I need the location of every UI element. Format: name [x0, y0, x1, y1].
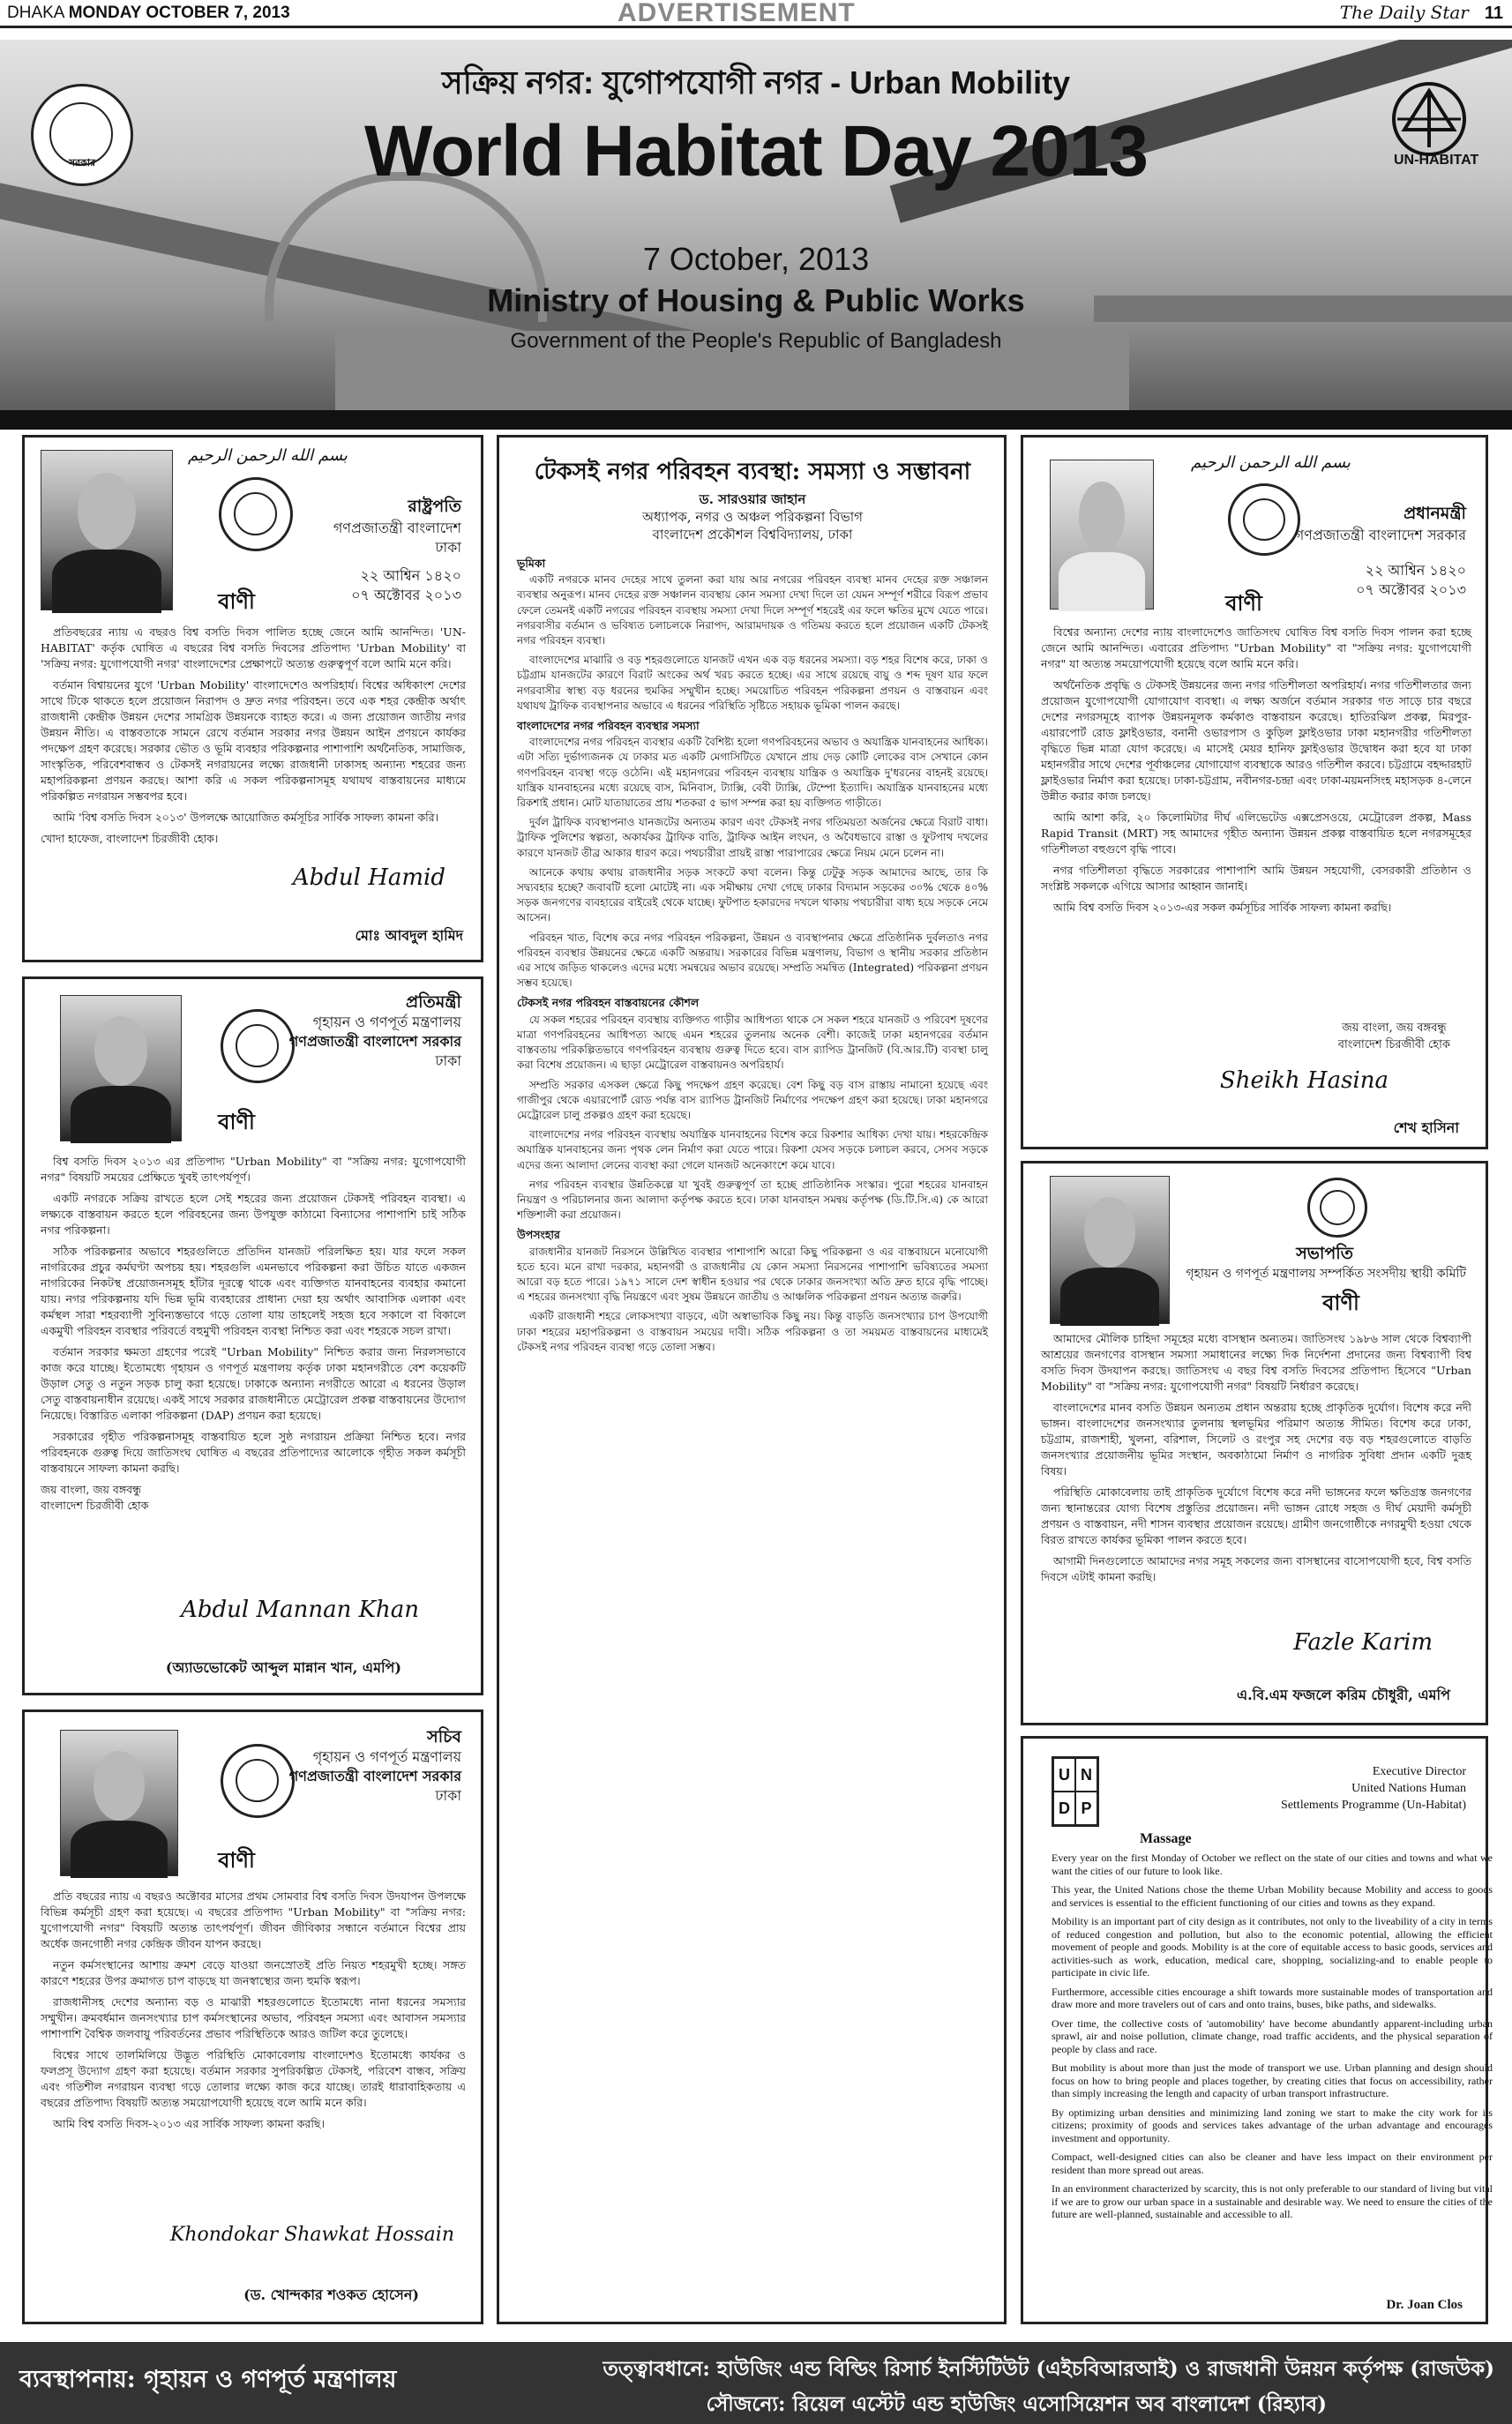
committee-chairman-signature: Fazle Karim	[1293, 1629, 1433, 1656]
page-header	[0, 0, 1512, 28]
paragraph: In an environment characterized by scarcity, this is not only preferable to our standard of living but vital if we are to grow our urban space in a sustainable and desirable way. We need to ensure the cities of the future are well-planned, sustainable and accessible to all.	[1052, 2182, 1493, 2220]
paragraph: Every year on the first Monday of October we reflect on the state of our cities and towns and what we want the cities of our future to look like.	[1052, 1852, 1493, 1877]
office-line2: গণপ্রজাতন্ত্রী বাংলাদেশ সরকার	[288, 1033, 461, 1050]
paragraph: Mobility is an important part of city design as it contributes, not only to the liveability of a city in terms of reduced congestion and pollution, but also to the economic potential, allowing the efficient movement of people and goods. Mobility is at the core of equitable access to basic goods, services and activities-such as work, education, medical care, shopping, socializing-and to enable people to participate in civic life.	[1052, 1915, 1493, 1979]
paragraph: প্রতি বছরের ন্যায় এ বছরও অক্টোবর মাসের প্রথম সোমবার বিশ্ব বসতি দিবস উদযাপন উপলক্ষে বিভিন্ন কর্মসূচী গ্রহণ করা হয়েছে। এ বছরের প্রতিপাদ্য "Urban Mobility" বা "সক্রিয় নগর: যুগোপযোগী নগর" বিষয়টি অত্যন্ত তাৎপর্যপূর্ণ। জীবন জীবিকার সন্ধানে বর্তমানে বিশ্বের প্রায় অর্ধেক জনগোষ্ঠী নগর কেন্দ্রিক জীবন যাপন করছে।	[41, 1889, 466, 1950]
prime-minister-dates	[1356, 561, 1466, 600]
state-minister-message-box	[22, 976, 483, 1695]
president-name: মোঃ আবদুল হামিদ	[355, 927, 463, 944]
president-message-box	[22, 435, 483, 962]
paragraph: Furthermore, accessible cities encourage a shift towards more sustainable modes of transportation and draw more and more travelers out of cars and onto trains, buses, bike paths, and sidewalks.	[1052, 1985, 1493, 2010]
president-photo	[41, 450, 173, 610]
article-author: ড. সারওয়ার জাহান	[699, 491, 806, 507]
banner-subtitle: সক্রিয় নগর: যুগোপযোগী নগর - Urban Mobility	[441, 64, 1071, 101]
section-heading: বাংলাদেশের নগর পরিবহন ব্যবস্থার সমস্যা	[517, 719, 700, 733]
committee-chairman-message-body	[1041, 1331, 1471, 1590]
paragraph: By optimizing urban densities and minimizing land zoning we start to make the city work for its citizens; proximity of goods and services takes advantage of the urban advantage and encourages investment and opportunity.	[1052, 2106, 1493, 2144]
paragraph: আমি 'বিশ্ব বসতি দিবস ২০১৩' উপলক্ষে আয়োজিত কর্মসূচির সার্বিক সাফল্য কামনা করি।	[53, 811, 439, 824]
paragraph: নতুন কর্মসংস্থানের আশায় ক্রমশ বেড়ে যাওয়া জনস্রোতই প্রতি নিয়ত শহরমুখী হচ্ছে। সঙ্গত কারণে শহরের উপর ক্রমাগত চাপ বাড়ছে যা জনস্বাস্থ্যের জন্য হুমকি স্বরূপ।	[41, 1958, 466, 1987]
office-line3: ঢাকা	[435, 1787, 461, 1804]
paragraph: নগর পরিবহন ব্যবস্থার উন্নতিকল্পে যা খুবই গুরুত্বপূর্ণ তা হচ্ছে প্রাতিষ্ঠানিক সংস্কার। পুরো শহরের যানবাহন নিয়ন্ত্রণ ও পরিচালনার জন্য আলাদা কর্তৃপক্ষ করতে হবে। ঢাকা যানবাহন সমন্বয় কর্তৃপক্ষ (ডি.টি.সি.এ) কে আরো শক্তিশালী করা প্রয়োজন।	[517, 1178, 988, 1222]
title-line: United Nations Human	[1351, 1782, 1466, 1795]
article-byline	[512, 490, 993, 543]
banner-date: 7 October, 2013	[642, 241, 870, 277]
closing-line: বাংলাদেশ চিরজীবী হোক	[41, 1499, 149, 1512]
article-university: বাংলাদেশ প্রকৌশল বিশ্ববিদ্যালয়, ঢাকা	[652, 527, 853, 542]
paragraph: বর্তমান সরকার ক্ষমতা গ্রহণের পরেই "Urban Mobility" নিশ্চিত করার জন্য নিরলসভাবে কাজ করে যাচ্ছে। ইতোমধ্যে গৃহায়ন ও গণপূর্ত মন্ত্রণালয় কর্তৃক ঢাকা মহানগরীতে বেশ কয়েকটি উড়াল সেতু ও নতুন সড়ক চালু করা হয়েছে। ঢাকাকে অন্যান্য নগরীতে আরো এ ধরনের উড়াল সেতু বাস্তবায়নাধীন রয়েছে। একই সাথে সরকার রাজধানীতে মেট্রোরেল প্রকল্প বাস্তবায়নের উদ্যোগ নিয়েছে। বিস্তারিত এলাকা পরিকল্পনা (DAP) প্রণয়ন করা হয়েছে।	[41, 1345, 467, 1422]
office-line1: গৃহায়ন ও গণপূর্ত মন্ত্রণালয়	[312, 1748, 461, 1765]
undp-letter: D	[1053, 1792, 1075, 1825]
article-box	[497, 435, 1007, 2324]
bangladesh-seal-icon	[1228, 483, 1300, 556]
bangladesh-seal-icon	[219, 477, 293, 551]
divider-band	[0, 410, 1512, 430]
office-line2: গণপ্রজাতন্ত্রী বাংলাদেশ সরকার	[288, 1768, 461, 1784]
footer-management: ব্যবস্থাপনায়: গৃহায়ন ও গণপূর্ত মন্ত্রণালয়	[19, 2366, 397, 2393]
date-gregorian: ০৭ অক্টোবর ২০১৩	[351, 587, 461, 603]
prime-minister-message-body	[1041, 625, 1471, 921]
bismillah-text: بسم الله الرحمن الرحيم	[1191, 453, 1351, 472]
section-label: ADVERTISEMENT	[618, 0, 856, 27]
bismillah-text: بسم الله الرحمن الرحيم	[188, 446, 348, 465]
paragraph: একটি রাজধানী শহরে লোকসংখ্যা বাড়বে, এটা অস্বাভাবিক কিছু নয়। কিন্তু বাড়তি জনসংখ্যার চাপ উপযোগী ঢাকা শহরের মহাপরিকল্পনা ও বাস্তবায়ন সময়ের দাবী। সঠিক পরিকল্পনা ও তা সময়মত বাস্তবায়নের মাধ্যমেই টেকসই নগর পরিবহন ব্যবস্থা গড়ে তোলা সম্ভব।	[517, 1310, 988, 1353]
office-line3: ঢাকা	[435, 1052, 461, 1069]
paragraph: অর্থনৈতিক প্রবৃদ্ধি ও টেকসই উন্নয়নের জন্য নগর গতিশীলতা অপরিহার্য। নগর গতিশীলতার জন্য প্রয়োজন যুগোপযোগী যোগাযোগ ব্যবস্থা। এ লক্ষ্য অর্জনে বর্তমান সরকার গত সাড়ে চার বছরে দেশের নগরসমূহে ব্যাপক উন্নয়নমূলক কর্মকাণ্ড বাস্তবায়ন করেছে। হাতিরঝিল প্রকল্প, মিরপুর-এয়ারপোর্ট রোড ফ্লাইওভার, বনানী ওভারপাস ও কুড়িল ফ্লাইওভার ঢাকা মহানগরীর গতিশীলতা বৃদ্ধিতে ভিন্ন মাত্রা যোগ করেছে। এ মাসেই মেয়র হানিফ ফ্লাইওভার উদ্বোধন করা হবে যা ঢাকা মহানগরীর সাথে দেশের পূর্বাঞ্চলের যোগাযোগ ব্যবস্থাকে আরও গতিশীল করবে। চট্টগ্রামে বহদ্দারহাট ফ্লাইওভার নির্মাণ করা হয়েছে। ঢাকা-চট্টগ্রাম, নবীনগর-চন্দ্রা এবং ঢাকা-ময়মনসিংহ মহাসড়ক ৪-লেনে উন্নীত করার কাজ চলছে।	[1041, 678, 1471, 803]
prime-minister-name: শেখ হাসিনা	[1393, 1119, 1459, 1136]
president-signature: Abdul Hamid	[292, 864, 445, 891]
banner-ministry: Ministry of Housing & Public Works	[487, 282, 1025, 318]
paragraph: বাংলাদেশের মানব বসতি উন্নয়ন অন্যতম প্রধান অন্তরায় হচ্ছে প্রাকৃতিক দুর্যোগ। বিশেষ করে নদী ভাঙ্গন। বাংলাদেশের জনসংখ্যার তুলনায় স্থলভূমির পরিমাণ অত্যন্ত সীমিত। বিশেষ করে ঢাকা, চট্টগ্রাম, রাজশাহী, খুলনা, বরিশাল, সিলেট ও রংপুর সহ দেশের বড় বড় শহরগুলোতে বাড়তি জনসংখ্যার প্রয়োজনীয় ভূমির সংস্থান, অবকাঠামো নির্মাণ ও নাগরিক সুবিধা প্রদান একটি দুরূহ বিষয়।	[1041, 1401, 1471, 1478]
un-habitat-label: UN-HABITAT	[1394, 153, 1479, 168]
paragraph: আমি বিশ্ব বসতি দিবস ২০১৩-এর সকল কর্মসূচির সার্বিক সাফল্য কামনা করছি।	[1053, 901, 1392, 914]
closing-line: জয় বাংলা, জয় বঙ্গবন্ধু	[1342, 1021, 1447, 1035]
bani-heading: বাণী	[1225, 590, 1262, 616]
section-heading: টেকসই নগর পরিবহন বাস্তবায়নের কৌশল	[517, 996, 700, 1010]
dateline	[7, 4, 290, 23]
committee-chairman-name: এ.বি.এম ফজলে করিম চৌধুরী, এমপি	[1236, 1687, 1450, 1703]
paragraph: বিশ্ব বসতি দিবস ২০১৩ এর প্রতিপাদ্য "Urban Mobility" বা "সক্রিয় নগর: যুগোপযোগী নগর" বিষয়টি সময়ের প্রেক্ষিতে খুবই তাৎপর্যপূর্ণ।	[41, 1155, 466, 1184]
paragraph: But mobility is about more than just the mode of transport we use. Urban planning and design should focus on how to bring people and places together, by creating cities that focus on accessibility, rather than simply increasing the length and capacity of urban transport infrastructure.	[1052, 2061, 1493, 2099]
paragraph: সঠিক পরিকল্পনার অভাবে শহরগুলিতে প্রতিদিন যানজট পরিলক্ষিত হয়। যার ফলে সকল নাগরিকের প্রচুর কর্মঘণ্টা অপচয় হয়। শহরগুলি এমনভাবে পরিকল্পনা করা উচিত যাতে একজন নাগরিকের নিকটস্থ প্রয়োজনসমূহ হাঁটার দূরত্বে থাকে এবং ব্যক্তিগত যানবাহনের ব্যবহার কমানো যায়। নগর পরিকল্পনায় যদি ভিন্ন ভূমি ব্যবহারের প্রাধান্য দেয়া হয় অর্থাৎ আবাসিক এলাকা এবং কর্মস্থল সারা শহরব্যাপী সুবিন্যস্তভাবে গড়ে তোলা যায় তাহলেই সহজ হবে সকালে বা বিকালে একমুখী পরিবহন ব্যবস্থার পরিবর্তে বহুমুখী পরিবহন ব্যবস্থা নিশ্চিত করা এবং শহরকে সচল রাখা।	[41, 1245, 466, 1337]
banner-title: World Habitat Day 2013	[364, 111, 1148, 191]
paragraph: বাংলাদেশের নগর পরিবহন ব্যবস্থার একটি বৈশিষ্ট্য হলো গণপরিবহনের অভাব ও অযান্ত্রিক যানবাহনের আধিক্য। এটা সত্যি দুর্ভাগ্যজনক যে ঢাকার মত একটি মেগাসিটিতে যেখানে প্রায় দেড় কোটি লোকের বাস সেখানে কোন গণপরিবহন ব্যবস্থা গড়ে ওঠেনি। এই মহানগরের পরিবহন ব্যবস্থায় যান্ত্রিক ও অযান্ত্রিক দু'ধরনের বাহনই রয়েছে। যান্ত্রিক যানবাহনের মধ্যে রয়েছে বাস, মিনিবাস, ট্যাক্সি, বেবী ট্যাক্সি, টেম্পো ইত্যাদি। অযান্ত্রিক যানবাহনের মধ্যে রিকশাই প্রধান। মোট যাতায়াতের প্রায় শতকরা ৫ ভাগ সম্পন্ন করা হয় ব্যক্তিগত গাড়ীতে।	[517, 736, 988, 810]
undp-letter: P	[1075, 1792, 1097, 1825]
paragraph: আমাদের মৌলিক চাহিদা সমূহের মধ্যে বাসস্থান অন্যতম। জাতিসংঘ ১৯৮৬ সাল থেকে বিশ্বব্যাপী আশ্রয়ের জনগণের বাসস্থান সমস্যা সমাধানের লক্ষ্যে দিক নির্দেশনা প্রদানের জন্য বিশ্বব্যাপী বিশ্ব বসতি দিবস উদযাপন করছে। জাতিসংঘ এ বছর বিশ্ব বসতি দিবসের প্রতিপাদ্য হিসেবে "Urban Mobility" বা "সক্রিয় নগর: যুগোপযোগী নগর" বিষয়টি নির্ধারণ করেছে।	[1041, 1332, 1471, 1393]
section-heading: উপসংহার	[517, 1228, 560, 1242]
paragraph: প্রতিবছরের ন্যায় এ বছরও বিশ্ব বসতি দিবস পালিত হচ্ছে জেনে আমি আনন্দিত। 'UN-HABITAT' কর্তৃক ঘোষিত এ বছরের বিশ্ব বসতি দিবসের প্রতিপাদ্য 'Urban Mobility' বা 'সক্রিয় নগর: যুগোপযোগী নগর' বাংলাদেশের প্রেক্ষাপটে অত্যন্ত গুরুত্বপূর্ণ বলে আমি মনে করি।	[41, 625, 466, 670]
bani-heading: বাণী	[1322, 1290, 1359, 1315]
paragraph: রাজধানীর যানজট নিরসনে উল্লিখিত ব্যবস্থার পাশাপাশি আরো কিছু পরিকল্পনা ও এর বাস্তবায়নে মনোযোগী হতে হবে। মনে রাখা দরকার, মহানগরী ও রাজধানীর যে কোন সমস্যা নিরসনের পাশাপাশি ভবিষ্যতের সমস্যা আরো বড় হতে পারে। ১৯৭১ সালে দেশ স্বাধীন হওয়ার পর থেকে ঢাকার জনসংখ্যা অতি দ্রুত হারে বৃদ্ধি পাচ্ছে। এ শহরের জনসংখ্যা বৃদ্ধি নিয়ন্ত্রণে এবং সুষম উন্নয়নে জাতীয় ও আঞ্চলিক পরিকল্পনা প্রণয়ন অত্যন্ত জরুরি।	[517, 1245, 988, 1304]
article-title: টেকসই নগর পরিবহন ব্যবস্থা: সমস্যা ও সম্ভাবনা	[534, 459, 971, 485]
title-line: Executive Director	[1372, 1765, 1466, 1778]
paragraph: পরিবহন খাত, বিশেষ করে নগর পরিবহন পরিকল্পনা, উন্নয়ন ও ব্যবস্থাপনার ক্ষেত্রে প্রতিষ্ঠানিক দুর্বলতাও নগর পরিবহন ব্যবস্থার উন্নয়নের ক্ষেত্রে একটি অন্তরায়। সরকারের বিভিন্ন মন্ত্রণালয়, বিভাগ ও স্থানীয় সরকার প্রতিষ্ঠান এর সাথে জড়িত থাকলেও এদের মধ্যে সমন্বয়ের অভাব রয়েছে। সম্প্রতি সমন্বিত (Integrated) পরিকল্পনা প্রণয়ন সম্ভব হয়েছে।	[517, 931, 988, 990]
committee-chairman-photo	[1050, 1176, 1170, 1324]
article-body	[517, 552, 988, 1359]
un-habitat-signature: Dr. Joan Clos	[1386, 2298, 1463, 2312]
title-line: Settlements Programme (Un-Habitat)	[1281, 1799, 1466, 1812]
paragraph: This year, the United Nations chose the theme Urban Mobility because Mobility and access to goods and services is essential to the efficient functioning of our cities and towns as they expand.	[1052, 1883, 1493, 1909]
paragraph: আমি আশা করি, ২০ কিলোমিটার দীর্ঘ এলিভেটেড এক্সপ্রেসওয়ে, মেট্রোরেল প্রকল্প, Mass Rapid Transit (MRT) সহ আমাদের গৃহীত অন্যান্য উন্নয়ন প্রকল্প বাস্তবায়িত হলে নগরসমূহের গতিশীলতা বহুগুণে বৃদ্ধি পাবে।	[1041, 811, 1471, 856]
undp-logo-icon	[1052, 1756, 1099, 1827]
page-number: 11	[1484, 4, 1503, 23]
secretary-signature: Khondokar Shawkat Hossain	[169, 2224, 454, 2246]
bani-heading: বাণী	[218, 1847, 255, 1873]
paragraph: বাংলাদেশের মাঝারি ও বড় শহরগুলোতে যানজট এখন এক বড় ধরনের সমস্যা। বড় শহর বিশেষ করে, ঢাকা ও চট্টগ্রাম যানজটের কারণে বিরাট অংকের অর্থ খরচ করতে হচ্ছে। এর সাথে রয়েছে বায়ু ও শব্দ দূষণ যার ফলে নগরবাসীর স্বাস্থ্য বড় ধরনের হুমকির সম্মুখীন হচ্ছে। সময়োচিত পরিবহন পরিকল্পনা প্রণয়ন ও বাস্তবায়ন এবং যথাযথ ট্রাফিক ব্যবস্থাপনার অভাবে এ ধরনের পরিস্থিতি সৃষ্টিতে সহায়ক ভূমিকা পালন করছে।	[517, 654, 988, 712]
president-message-body	[41, 625, 466, 852]
undp-letter: N	[1075, 1758, 1097, 1792]
date-bangla: ২২ আশ্বিন ১৪২০	[360, 567, 461, 584]
paragraph: দুর্বল ট্রাফিক ব্যবস্থাপনাও যানজটের অন্যতম কারণ এবং টেকসই নগর গতিময়তা অর্জনের ক্ষেত্রে বিরাট বাধা। ট্রাফিক পুলিশের স্বল্পতা, অকার্যকর ট্রাফিক বাতি, ট্রাফিক আইন লংঘন, ও অবৈধভাবে রাস্তা ও ফুটপাথ দখলের কারণে যানজট তীব্র আকার ধারণ করে। পথচারীরা প্রায়ই রাস্তা পারাপারের ক্ষেত্রে নিয়ম মেনে চলেন না।	[517, 816, 988, 859]
banner	[0, 40, 1512, 410]
office-line1: গৃহায়ন ও গণপূর্ত মন্ত্রণালয়	[312, 1014, 461, 1030]
closing-line: জয় বাংলা, জয় বঙ্গবন্ধু	[41, 1483, 141, 1496]
bani-heading: বাণী	[218, 1109, 255, 1134]
paragraph: বিশ্বের সাথে তালমিলিয়ে উদ্ভূত পরিস্থিতি মোকাবেলায় বাংলাদেশও ইতোমধ্যে কার্যকর ও ফলপ্রসূ উদ্যোগ গ্রহণ করা হয়েছে। বর্তমান সরকার সুপরিকল্পিত টেকসই, পরিবেশ বান্ধব, সক্রিয় এবং গতিশীল নগরায়ন ব্যবস্থা গড়ে তোলার লক্ষ্যে কাজ করে যাচ্ছে। তারই ধারাবাহিকতায় এ বছরের প্রতিপাদ্য বিষয়টি অত্যন্ত সময়োপযোগী হয়েছে বলে আমি মনে করি।	[41, 2048, 466, 2109]
committee-chairman-message-box	[1021, 1161, 1488, 1725]
date-gregorian: ০৭ অক্টোবর ২০১৩	[1356, 581, 1466, 598]
emblem-label: সরকার	[68, 157, 96, 168]
executive-director-title	[1281, 1763, 1466, 1814]
parliament-seal-icon	[1307, 1178, 1367, 1238]
dateline-date: MONDAY OCTOBER 7, 2013	[68, 4, 290, 22]
bangladesh-seal-icon	[221, 1009, 295, 1083]
paragraph: বিশ্বের অন্যান্য দেশের ন্যায় বাংলাদেশেও জাতিসংঘ ঘোষিত বিশ্ব বসতি দিবস পালন করা হচ্ছে জেনে আমি আনন্দিত। এবারের প্রতিপাদ্য "Urban Mobility" বা "সক্রিয় নগর: যুগোপযোগী নগর" যা অত্যন্ত সময়োপযোগী হয়েছে বলে আমি মনে করি।	[1041, 625, 1471, 670]
paragraph: আনেকে কথায় কথায় রাজধানীর সড়ক সংকটে কথা বলেন। কিন্তু ঢেটুকু সড়ক আমাদের আছে, তার কি সদ্ব্যবহার হচ্ছে? জবাবটি হলো মোটেই না। এক সমীক্ষায় দেখা গেছে ঢাকার বিদ্যমান সড়কের ৩০% থেকে ৪০% সড়ক জনগণের ব্যবহারের বাইরেই থেকে যাচ্ছে। ফুটপাত হকারদের দখলে থাকায় পথচারীরা বাধ্য হয়ে সড়কে নেমে আসেন।	[517, 865, 988, 924]
un-habitat-message-body	[1052, 1852, 1493, 2227]
footer-courtesy: সৌজন্যে: রিয়েল এস্টেট এন্ড হাউজিং এসোসিয়েশন অব বাংলাদেশ (রিহ্যাব)	[706, 2392, 1327, 2416]
secretary-message-body	[41, 1889, 466, 2137]
president-office-line2: ঢাকা	[435, 539, 461, 556]
footer-band	[0, 2342, 1512, 2424]
message-heading: Massage	[1140, 1831, 1192, 1846]
paragraph: বর্তমান বিশ্বায়নের যুগে 'Urban Mobility' বাংলাদেশেও অপরিহার্য। বিশ্বের অধিকাংশ দেশের সাথে টিকে থাকতে হলে প্রয়োজন নিরাপদ ও দ্রুত নগর পরিবহন। তবে এক শহর কেন্দ্রীক অর্থাৎ রাজধানী কেন্দ্রীক উন্নয়ন দেশের সামগ্রিক উন্নয়নকে ব্যাহত করে। এ জন্য প্রয়োজন জাতীয় নগর উন্নয়ন নীতি। এ বাস্তবতাকে সামনে রেখে বর্তমান সরকার নগর উন্নয়ন আইন প্রণয়নে কার্যকর পদক্ষেপ গ্রহণ করেছে। সরকার ভৌত ও ভূমি ব্যবহার পরিকল্পনার পাশাপাশি অর্থনৈতিক, সামাজিক, সাংস্কৃতিক, পরিবেশবান্ধব ও টেকসই নগরায়নের লক্ষ্যে রাজধানী ঢাকাসহ অন্যান্য শহরের জন্য মহাপরিকল্পনা প্রণয়ন করছে। আশা করি এ সকল পরিকল্পনাসমূহ যথাযথ বাস্তবায়নের মাধ্যমে পরিকল্পিত নগরায়ন সম্ভবপর হবে।	[41, 678, 466, 803]
prime-minister-closing	[1338, 1020, 1450, 1053]
state-minister-photo	[60, 995, 182, 1141]
paper-masthead	[1340, 2, 1503, 24]
secretary-title: সচিব	[427, 1727, 461, 1747]
paragraph: নগর গতিশীলতা বৃদ্ধিতে সরকারের পাশাপাশি আমি উন্নয়ন সহযোগী, বেসরকারী প্রতিষ্ঠান ও সংশ্লিষ্ট সকলকে এগিয়ে আসার আহ্বান জানাই।	[1041, 864, 1471, 893]
banner-government: Government of the People's Republic of Bangladesh	[510, 329, 1002, 353]
date-bangla: ২২ আশ্বিন ১৪২০	[1365, 562, 1466, 579]
dateline-city: DHAKA	[7, 4, 64, 22]
president-office-line1: গণপ্রজাতন্ত্রী বাংলাদেশ	[333, 520, 461, 536]
president-title: রাষ্ট্রপতি	[408, 497, 461, 516]
article-department: অধ্যাপক, নগর ও অঞ্চল পরিকল্পনা বিভাগ	[642, 509, 863, 525]
paragraph: পরিস্থিতি মোকাবেলায় তাই প্রাকৃতিক দুর্যোগে বিশেষ করে নদী ভাঙ্গনের ফলে ক্ষতিগ্রস্ত জনগণের জন্য স্থানান্তরের যোগ্য বিশেষ প্রস্তুতির প্রয়োজন। নদী ভাঙ্গন রোধে সহজ ও দীর্ঘ মেয়াদী কর্মসূচী প্রণয়ন ও বাস্তবায়ন, নদী শাসন ব্যবস্থার প্রয়োজন রয়েছে। গ্রামীণ জনগোষ্ঠীকে নগরমুখী হওয়া থেকে বিরত রাখতে কার্যকর ভূমিকা পালন করতে হবে।	[1041, 1485, 1471, 1546]
state-minister-title: প্রতিমন্ত্রী	[405, 992, 461, 1012]
secretary-name: (ড. খোন্দকার শওকত হোসেন)	[243, 2286, 419, 2303]
footer-supervision: তত্ত্বাবধানে: হাউজিং এন্ড বিল্ডিং রিসার্চ ইনস্টিটিউট (এইচবিআরআই) ও রাজধানী উন্নয়ন কর্তৃপক্ষ (রাজউক)	[603, 2357, 1494, 2381]
state-minister-signature: Abdul Mannan Khan	[181, 1597, 419, 1623]
prime-minister-signature: Sheikh Hasina	[1219, 1067, 1388, 1094]
committee-chairman-office: গৃহায়ন ও গণপূর্ত মন্ত্রণালয় সম্পর্কিত সংসদীয় স্থায়ী কমিটি	[1186, 1267, 1466, 1281]
paragraph: রাজধানীসহ দেশের অন্যান্য বড় ও মাঝারী শহরগুলোতে ইতোমধ্যে নানা ধরনের সমস্যার সম্মুখীন। ক্রমবর্ধমান জনসংখ্যার চাপ কর্মসংস্থানের অভাব, পরিবহন সমস্যা এবং আবাসন সমস্যার পাশাপাশি বৈশ্বিক জলবায়ু পরিবর্তনের প্রভাব পরিস্থিতিকে আরও জটিল করে তুলেছে।	[41, 1995, 466, 2040]
state-minister-office	[289, 1013, 461, 1071]
bangladesh-seal-icon	[221, 1744, 295, 1818]
un-habitat-message-box	[1021, 1736, 1493, 2324]
closing-line: বাংলাদেশ চিরজীবী হোক	[1337, 1038, 1450, 1051]
paragraph: একটি নগরকে মানব দেহের সাথে তুলনা করা যায় আর নগরের পরিবহন ব্যবস্থা মানব দেহের রক্ত সঞ্চালন ব্যবস্থার অনুরূপ। মানব দেহের রক্ত সঞ্চালন ব্যবস্থায় কোন সমস্যা দেখা দিলে তা যেমন সম্পূর্ণ শরীরে বিরূপ প্রভাব ফেলে তেমনই একটি নগরের পরিবহন ব্যবস্থায় সমস্যা দেখা দিলে সম্পূর্ণ শহরেই এর ফলে ক্ষতির মুখে যেতে পারে। নগরবাসীর বর্তমান ও ভবিষ্যত চলাচলকে নিরাপদ, আরামদায়ক ও গতিময় করতে হলে প্রয়োজন একটি টেকসই নগর পরিবহন ব্যবস্থা।	[517, 573, 988, 647]
paragraph: Compact, well-designed cities can also be cleaner and have less impact on their environment per resident than more spread out areas.	[1052, 2151, 1493, 2176]
undp-letter: U	[1053, 1758, 1075, 1792]
paragraph: আমি বিশ্ব বসতি দিবস-২০১৩ এর সার্বিক সাফল্য কামনা করছি।	[53, 2117, 325, 2130]
president-dates	[351, 566, 461, 605]
paragraph: Over time, the collective costs of 'automobility' have become abundantly apparent-including urban sprawl, air and noise pollution, climate change, road traffic accidents, and the physical separation of people by class and race.	[1052, 2016, 1493, 2055]
paragraph: একটি নগরকে সক্রিয় রাখতে হলে সেই শহরের জন্য প্রয়োজন টেকসই পরিবহন ব্যবস্থা। এ লক্ষ্যকে বাস্তবায়ন করতে হলে পরিবহনের জন্য উপযুক্ত কাঠামো বিন্যাসের পাশাপাশি চাই সঠিক নগর পরিকল্পনা।	[41, 1192, 466, 1237]
secretary-message-box	[22, 1710, 483, 2324]
paragraph: যে সকল শহরের পরিবহন ব্যবস্থায় ব্যক্তিগত গাড়ীর আধিপত্য থাকে সে সকল শহরে যানজট ও পরিবেশ দূষণের মাত্রা গণপরিবহনের আধিপত্য আছে এমন শহরের তুলনায় অনেক বেশী। কাজেই ঢাকা মহানগরের বর্তমান বাস্তবতায় পরিকল্পিতভাবে গণপরিবহন ব্যবস্থায় গুরুত্ব দিতে হবে। বাস র‍্যাপিড ট্রানজিট (বি.আর.টি) ব্যবস্থা চালু করা বিশেষ প্রয়োজন। এ ছাড়া মেট্রোরেল বাস্তবায়নও অপরিহার্য।	[517, 1013, 988, 1072]
secretary-photo	[60, 1730, 178, 1876]
paper-name: The Daily Star	[1339, 2, 1469, 23]
prime-minister-photo	[1050, 460, 1154, 610]
section-heading: ভূমিকা	[517, 557, 546, 570]
president-office	[333, 519, 461, 557]
prime-minister-office: গণপ্রজাতন্ত্রী বাংলাদেশ সরকার	[1294, 527, 1466, 543]
prime-minister-message-box	[1021, 435, 1488, 1149]
committee-chairman-title: সভাপতি	[1296, 1244, 1353, 1263]
closing-line: খোদা হাফেজ, বাংলাদেশ চিরজীবী হোক।	[41, 832, 219, 845]
paragraph: আগামী দিনগুলোতে আমাদের নগর সমূহ সকলের জন্য বাসস্থানের বাসোপযোগী হবে, বিশ্ব বসতি দিবসে এটাই কামনা করছি।	[1041, 1554, 1471, 1583]
paragraph: বাংলাদেশের নগর পরিবহন ব্যবস্থায় অযান্ত্রিক যানবাহনের বিশেষ করে রিকশার আধিক্য দেখা যায়। শহরকেন্দ্রিক অযান্ত্রিক যানবাহনের জন্য পৃথক লেন নির্মাণ করা যেতে পারে। রিকশা যেসব সড়কে চলাচল করবে, সেসব সড়কে এদের জন্য আলাদা লেনের ব্যবস্থা করা গেলে যানজট অনেকাংশে কমে যাবে।	[517, 1128, 988, 1171]
state-minister-message-body	[41, 1154, 466, 1519]
prime-minister-title: প্রধানমন্ত্রী	[1403, 504, 1466, 523]
secretary-office	[289, 1747, 461, 1806]
state-minister-name: (অ্যাডভোকেট আব্দুল মান্নান খান, এমপি)	[165, 1659, 401, 1676]
bani-heading: বাণী	[218, 588, 255, 614]
paragraph: সরকারের গৃহীত পরিকল্পনাসমূহ বাস্তবায়িত হলে সুষ্ঠ নগরায়ন প্রক্রিয়া নিশ্চিত হবে। নগর পরিবহনকে গুরুত্ব দিয়ে জাতিসংঘ ঘোষিত এ বছরের প্রতিপাদ্যের আলোকে গৃহীত সকল কর্মসূচী বাস্তবায়নে সাফল্য কামনা করছি।	[41, 1430, 466, 1475]
paragraph: সম্প্রতি সরকার এসকল ক্ষেত্রে কিছু পদক্ষেপ গ্রহণ করেছে। বেশ কিছু বড় বাস রাস্তায় নামানো হয়েছে এবং গাজীপুর থেকে এয়ারপোর্ট রোড পর্যন্ত বাস র‍্যাপিড ট্রানজিট নির্মাণের পদক্ষেপ গ্রহণ করা হয়েছে। ঢাকা মহানগরে মেট্রোরেল চালু প্রকল্পও গ্রহণ করা হয়েছে।	[517, 1078, 988, 1121]
